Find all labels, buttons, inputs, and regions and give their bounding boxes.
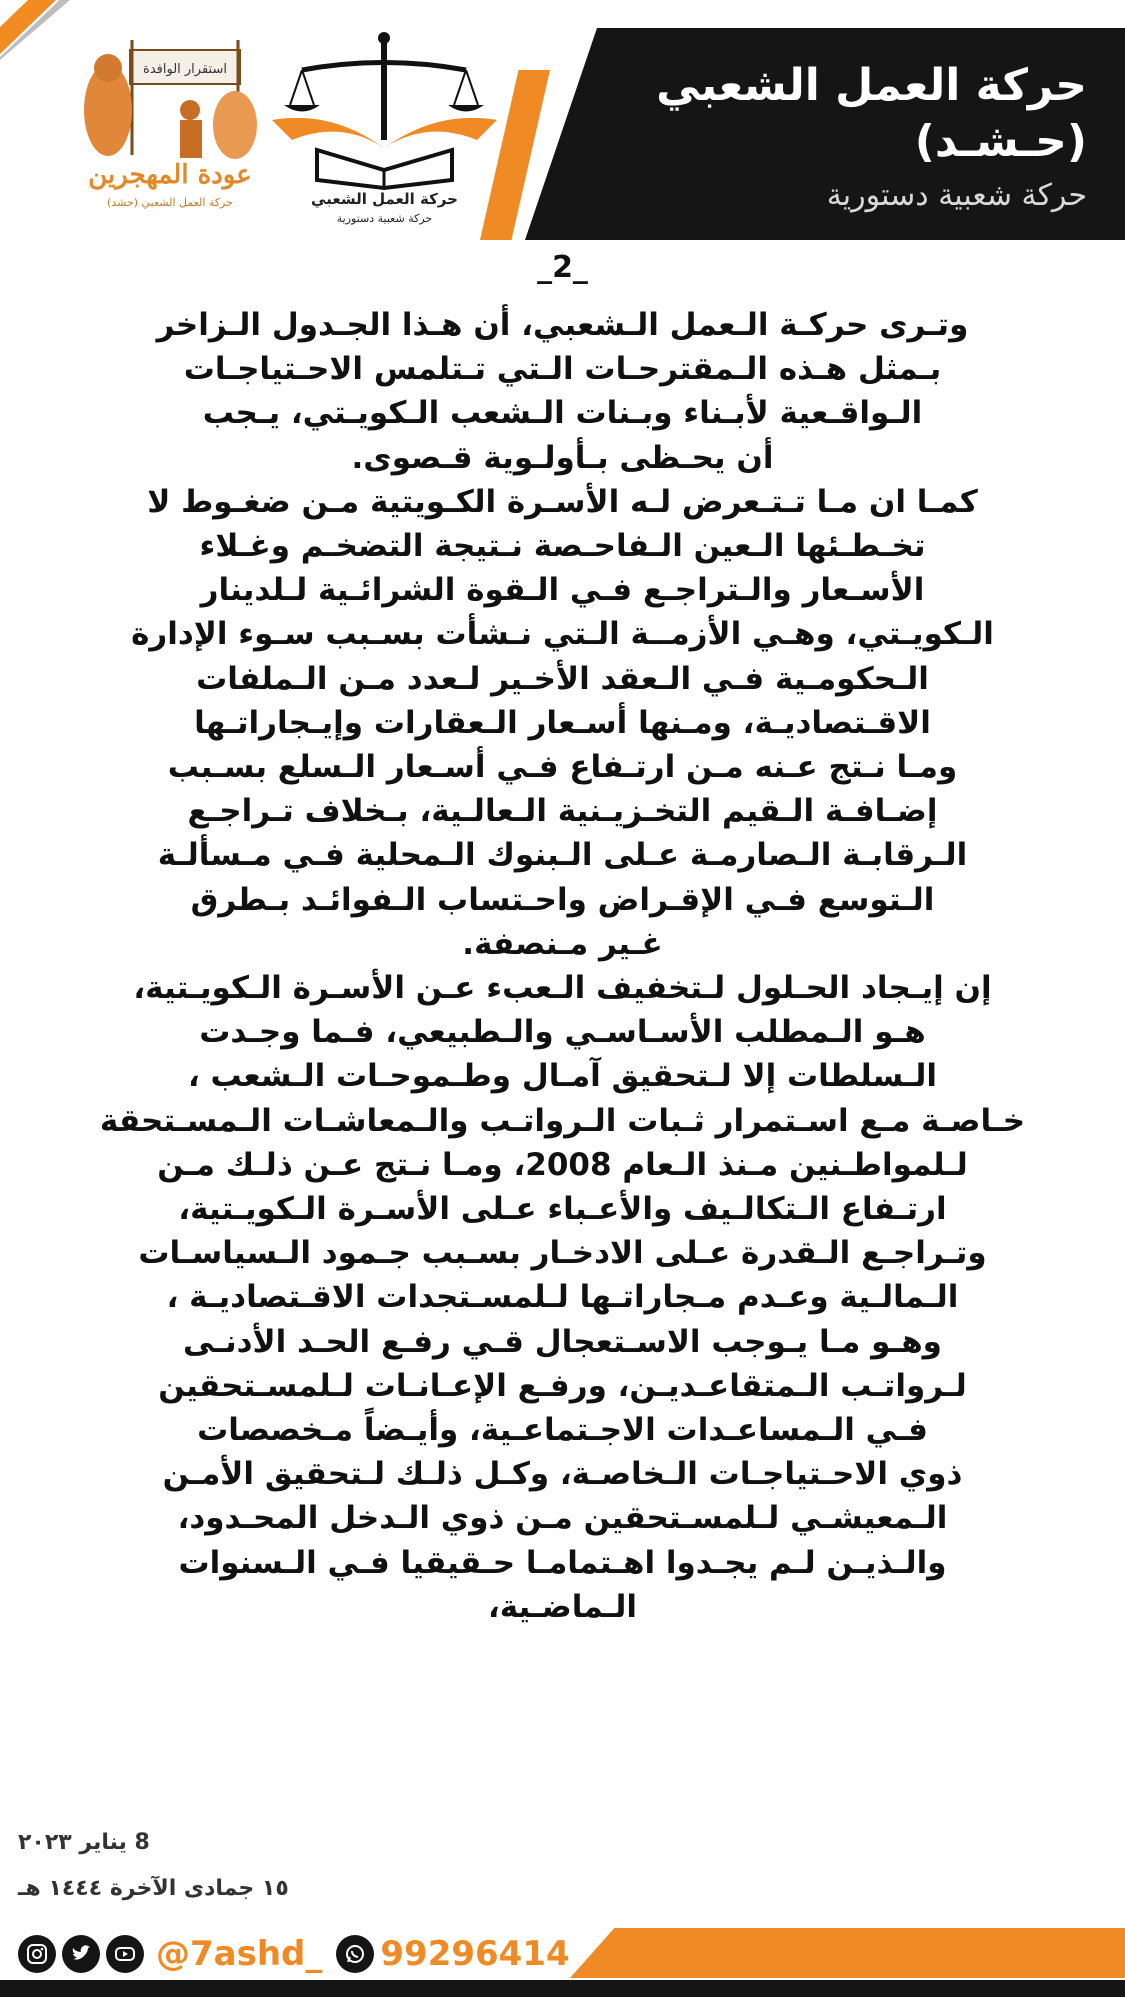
body-line: خـاصـة مـع اسـتمرار ثـبات الـرواتـب والـمعاشـات الـمسـتحقة — [99, 1102, 1026, 1139]
body-line: تخـطـئها الـعين الـفاحـصة نـتيجة التضخـم وغـلاء — [199, 528, 926, 565]
scale-of-justice-icon — [272, 30, 497, 190]
body-line: إضـافـة الـقيم التخـزيـنية الـعالـية، بـخلاف تـراجـع — [187, 793, 938, 830]
return-logo-caption: حركة العمل الشعبي (حشد) — [107, 196, 233, 209]
return-logo-title: عودة المهجرين — [88, 160, 252, 190]
body-line: وهـو مـا يـوجب الاسـتعجال قـي رفـع الحـد الأدنـى — [183, 1323, 942, 1360]
instagram-icon[interactable] — [18, 1935, 56, 1973]
body-line: لـرواتـب الـمتقاعـديـن، ورفـع الإعـانـات لـلمسـتحقين — [158, 1367, 967, 1404]
body-line: لـلمواطـنين مـنذ الـعام 2008، ومـا نـتج عـن ذلـك مـن — [157, 1146, 968, 1183]
body-line: غـير مـنصفة. — [462, 925, 663, 962]
body-line: الاقـتصاديـة، ومـنها أسـعار الـعقارات وإيـجاراتـها — [194, 704, 931, 741]
body-line: الـواقـعية لأبـناء وبـنات الـشعب الـكويـتي، يـجب — [202, 395, 923, 432]
body-line: الـرقابـة الـصارمـة عـلى الـبنوك الـمحلية فـي مـسألـة — [157, 837, 968, 874]
body-line: بـمثل هـذه الـمقترحـات الـتي تـتلمس الاحـتياجـات — [183, 351, 942, 388]
body-line: إن إيـجاد الحـلول لـتخفيف الـعبء عـن الأسـرة الـكويـتية، — [133, 970, 992, 1007]
whatsapp-icon[interactable] — [336, 1935, 374, 1973]
body-line: الأسـعار والـتراجـع فـي الـقوة الشرائـية لـلدينار — [200, 572, 925, 609]
brand-subtitle: حركة شعبية دستورية — [826, 178, 1087, 213]
footer-orange-band — [570, 1928, 1125, 1978]
body-line: وتـرى حركـة الـعمل الـشعبي، أن هـذا الجـدول الـزاخر — [156, 307, 969, 343]
body-line: الـمعيشـي لـلمسـتحقين مـن ذوي الـدخل المحـدود، — [177, 1500, 948, 1537]
social-bar — [18, 1934, 570, 1974]
body-line: ارتـفاع الـتكالـيف والأعـباء عـلى الأسـرة الـكويـتية، — [178, 1191, 947, 1228]
body-line: الـسلطات إلا لـتحقيق آمـال وطـموحـات الـشعب ، — [187, 1058, 938, 1095]
phone-number[interactable]: 99296414 — [380, 1934, 570, 1974]
hijri-date: ١٥ جمادى الآخرة ١٤٤٤ هـ — [18, 1876, 289, 1901]
social-handle[interactable]: @7ashd_ — [156, 1934, 323, 1974]
body-line: ومـا نـتج عـنه مـن ارتـفاع فـي أسـعار الـسلع بسـبب — [167, 749, 958, 786]
body-line: الـكويـتي، وهـي الأزمــة الـتي نـشأت بسـبب سـوء الإدارة — [131, 616, 994, 653]
body-line: ذوي الاحـتياجـات الـخاصـة، وكـل ذلـك لـتحقيق الأمـن — [162, 1456, 963, 1493]
brand-title — [647, 58, 1087, 170]
body-line: كمـا ان مـا تـتـعرض لـه الأسـرة الكـويتية مـن ضغـوط لا — [147, 483, 978, 520]
body-line: أن يحـظى بـأولـوية قـصوى. — [351, 439, 774, 476]
statement-body — [40, 303, 1085, 1629]
brand-title-line2: (حـشـد) — [914, 116, 1087, 167]
scale-logo — [272, 30, 497, 240]
return-logo — [70, 30, 270, 230]
protest-figures-icon — [70, 30, 270, 160]
footer — [0, 1920, 1125, 1997]
brand-title-line1: حركة العمل الشعبي — [656, 60, 1087, 111]
page-number: _2_ — [537, 250, 588, 285]
scale-logo-caption: حركة العمل الشعبي — [311, 190, 458, 208]
twitter-icon[interactable] — [62, 1935, 100, 1973]
footer-black-band — [0, 1980, 1125, 1997]
body-line: الـحكومـية فـي الـعقد الأخـير لـعدد مـن الـملفات — [196, 660, 929, 697]
youtube-icon[interactable] — [106, 1935, 144, 1973]
body-line: هـو الـمطلب الأسـاسـي والـطبيعي، فـما وجـدت — [199, 1014, 926, 1051]
body-line: وتـراجـع الـقدرة عـلى الادخـار بسـبب جـمود الـسياسـات — [138, 1235, 987, 1272]
return-logo-banner: استقرار الوافدة — [143, 62, 227, 77]
scale-logo-subcaption: حركة شعبية دستورية — [336, 212, 433, 225]
corner-stripes — [0, 0, 70, 70]
body-line: الـماضـية، — [487, 1588, 638, 1625]
gregorian-date: 8 يناير ٢٠٢٣ — [18, 1830, 150, 1855]
body-line: فـي الـمساعـدات الاجـتماعـية، وأيـضاً مـخصصات — [197, 1412, 928, 1449]
body-line: والـذيـن لـم يجـدوا اهـتمامـا حـقيقيا فـي الـسنوات — [178, 1544, 947, 1581]
body-line: الـمالـية وعـدم مـجاراتـها لـلمسـتجدات الاقـتصاديـة ، — [166, 1279, 959, 1316]
header — [0, 0, 1125, 250]
body-line: الـتوسع فـي الإقـراض واحـتساب الـفوائـد بـطرق — [190, 881, 935, 918]
